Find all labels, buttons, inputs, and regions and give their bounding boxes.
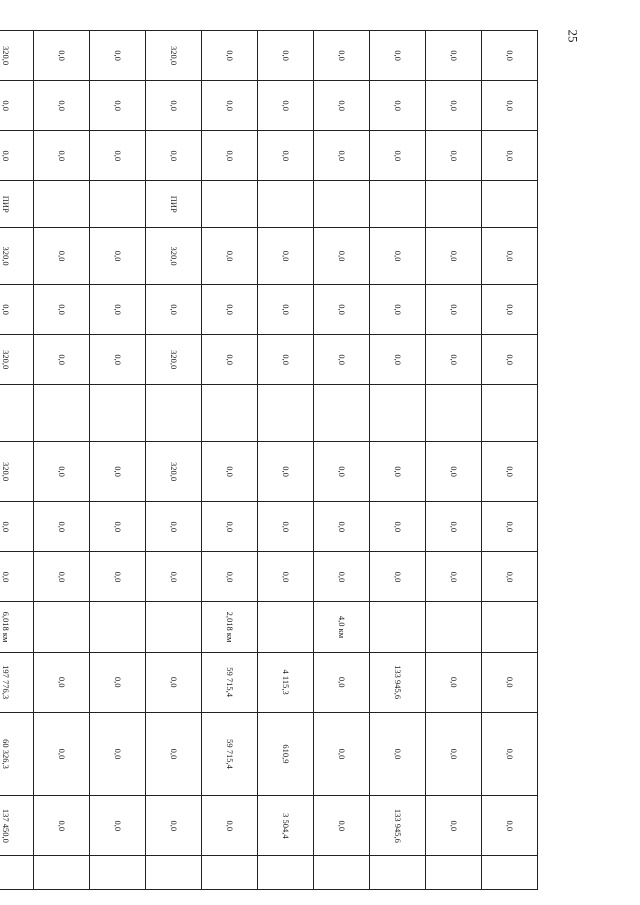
table-cell: 0,0 (34, 131, 90, 181)
table-cell: 0,0 (202, 131, 258, 181)
table-cell: 0,0 (370, 502, 426, 552)
table-cell: 0,0 (90, 31, 146, 81)
table-cell: 320,0 (146, 442, 202, 502)
budget-table (0, 30, 538, 890)
table-cell (90, 602, 146, 652)
table-cell: 133 945,6 (370, 652, 426, 712)
table-field-row-v0 (0, 31, 34, 890)
table-cell: 0,0 (34, 552, 90, 602)
table-cell: 0,0 (370, 552, 426, 602)
table-cell: 0,0 (90, 442, 146, 502)
table-cell (482, 856, 538, 890)
table-cell: 0,0 (90, 712, 146, 796)
table-cell: 3 504,4 (258, 796, 314, 856)
table-cell: 0,0 (314, 284, 370, 334)
table-cell: 0,0 (370, 335, 426, 385)
table-cell: 0,0 (146, 796, 202, 856)
table-cell: 0,0 (258, 81, 314, 131)
table-cell (314, 856, 370, 890)
table-cell: 0,0 (482, 712, 538, 796)
table-cell: 0,0 (426, 712, 482, 796)
table-cell: 0,0 (34, 284, 90, 334)
table-cell: 320,0 (0, 335, 34, 385)
table-cell (34, 856, 90, 890)
table-cell: 610,9 (258, 712, 314, 796)
table-cell: 0,0 (34, 502, 90, 552)
table-cell: 0,0 (482, 796, 538, 856)
table-cell: 0,0 (146, 284, 202, 334)
table-cell (314, 385, 370, 442)
table-cell: 0,0 (370, 81, 426, 131)
table-cell: 0,0 (426, 228, 482, 285)
table-cell: 0,0 (426, 31, 482, 81)
table-cell: 0,0 (34, 335, 90, 385)
table-cell: 0,0 (426, 284, 482, 334)
table-cell: 320,0 (0, 442, 34, 502)
table-cell (202, 385, 258, 442)
table-field-row-v2 (90, 31, 146, 890)
table-cell: 0,0 (314, 502, 370, 552)
table-cell (370, 181, 426, 228)
table-cell: 0,0 (258, 552, 314, 602)
table-cell: 0,0 (482, 228, 538, 285)
table-cell (90, 856, 146, 890)
table-cell: 0,0 (258, 131, 314, 181)
table-cell: 0,0 (370, 712, 426, 796)
table-cell: 0,0 (146, 131, 202, 181)
table-field-row-v4 (202, 31, 258, 890)
table-cell: 0,0 (146, 712, 202, 796)
table-cell (258, 181, 314, 228)
table-cell: 0,0 (202, 31, 258, 81)
table-cell (426, 856, 482, 890)
table-cell: 0,0 (258, 31, 314, 81)
table-cell: 0,0 (314, 131, 370, 181)
table-cell: 0,0 (426, 652, 482, 712)
table-cell: 197 776,3 (0, 652, 34, 712)
page-number: 25 (565, 29, 581, 43)
table-cell: 0,0 (426, 335, 482, 385)
table-cell (202, 181, 258, 228)
table-cell: 0,0 (202, 442, 258, 502)
table-field-row-v8 (426, 31, 482, 890)
table-cell: 320,0 (146, 31, 202, 81)
table-cell: 0,0 (34, 796, 90, 856)
table-cell: 133 945,6 (370, 796, 426, 856)
table-field-row-v9 (482, 31, 538, 890)
table-cell: 0,0 (482, 442, 538, 502)
table-cell: 0,0 (482, 81, 538, 131)
table-cell: 320,0 (146, 228, 202, 285)
table-field-row-v7 (370, 31, 426, 890)
table-cell: 0,0 (202, 81, 258, 131)
table-cell: 4 115,3 (258, 652, 314, 712)
table-cell: 0,0 (370, 131, 426, 181)
table-cell: 0,0 (314, 552, 370, 602)
table-cell: 0,0 (90, 652, 146, 712)
table-cell: 0,0 (34, 712, 90, 796)
table-cell: 0,0 (202, 552, 258, 602)
table-cell: 0,0 (426, 131, 482, 181)
table-cell (258, 385, 314, 442)
table-cell: 0,0 (202, 502, 258, 552)
table-cell: 0,0 (370, 31, 426, 81)
table-cell: 0,0 (482, 335, 538, 385)
table-cell: 0,0 (146, 552, 202, 602)
table-cell: 0,0 (202, 284, 258, 334)
table-cell: 0,0 (482, 31, 538, 81)
table-cell: 0,0 (146, 502, 202, 552)
table-cell (258, 602, 314, 652)
table-cell: 0,0 (482, 502, 538, 552)
table-cell: ПИР (0, 181, 34, 228)
table-cell: 0,0 (90, 131, 146, 181)
table-cell (370, 602, 426, 652)
table-field-row-v6 (314, 31, 370, 890)
table-cell: 0,0 (258, 335, 314, 385)
table-cell: 0,0 (34, 31, 90, 81)
table-cell: 0,0 (258, 228, 314, 285)
table-cell (146, 856, 202, 890)
table-cell: 0,0 (34, 652, 90, 712)
table-cell (258, 856, 314, 890)
table-cell (34, 602, 90, 652)
table-cell: 0,0 (482, 652, 538, 712)
table-cell: ПИР (146, 181, 202, 228)
table-cell: 0,0 (426, 442, 482, 502)
table-cell: 0,0 (90, 81, 146, 131)
table-cell (90, 181, 146, 228)
table-cell (426, 181, 482, 228)
table-cell: 0,0 (314, 652, 370, 712)
table-cell: 0,0 (0, 81, 34, 131)
table-cell: 0,0 (202, 335, 258, 385)
table-cell: 0,0 (314, 712, 370, 796)
table-body (0, 31, 538, 890)
table-cell: 0,0 (34, 228, 90, 285)
table-cell (34, 385, 90, 442)
table-cell: 0,0 (258, 442, 314, 502)
table-cell (202, 856, 258, 890)
table-cell: 0,0 (370, 284, 426, 334)
table-cell: 0,0 (0, 131, 34, 181)
table-cell: 320,0 (146, 335, 202, 385)
table-cell: 60 326,3 (0, 712, 34, 796)
table-cell: 0,0 (482, 552, 538, 602)
table-field-row-v1 (34, 31, 90, 890)
rotated-table (1, 30, 538, 890)
table-cell: 0,0 (258, 502, 314, 552)
table-cell (426, 602, 482, 652)
table-cell: 0,0 (0, 284, 34, 334)
table-cell (482, 602, 538, 652)
table-cell: 0,0 (146, 81, 202, 131)
table-cell: 0,0 (482, 131, 538, 181)
table-cell: 0,0 (146, 652, 202, 712)
table-cell (34, 181, 90, 228)
table-cell (90, 385, 146, 442)
table-cell: 0,0 (0, 502, 34, 552)
table-cell: 137 450,0 (0, 796, 34, 856)
table-field-row-v5 (258, 31, 314, 890)
table-field-row-v3 (146, 31, 202, 890)
table-cell: 0,0 (90, 228, 146, 285)
table-cell (482, 385, 538, 442)
table-cell: 0,0 (482, 284, 538, 334)
table-cell: 0,0 (90, 502, 146, 552)
table-cell: 0,0 (314, 228, 370, 285)
table-cell: 320,0 (0, 31, 34, 81)
table-cell: 0,0 (90, 335, 146, 385)
table-cell: 0,0 (314, 81, 370, 131)
table-cell: 0,0 (314, 335, 370, 385)
table-cell (314, 181, 370, 228)
table-cell: 0,0 (426, 552, 482, 602)
table-cell (426, 385, 482, 442)
table-cell: 0,0 (370, 442, 426, 502)
table-cell: 0,0 (314, 796, 370, 856)
table-cell: 0,0 (314, 442, 370, 502)
table-cell (0, 385, 34, 442)
table-cell: 0,0 (202, 228, 258, 285)
table-cell (146, 602, 202, 652)
table-cell: 0,0 (34, 442, 90, 502)
budget-table-frame (1, 30, 538, 890)
table-cell: 0,0 (258, 284, 314, 334)
table-cell (0, 856, 34, 890)
table-cell: 0,0 (426, 796, 482, 856)
table-cell (370, 856, 426, 890)
table-cell: 0,0 (426, 502, 482, 552)
table-cell: 0,0 (90, 284, 146, 334)
table-cell (370, 385, 426, 442)
table-cell (146, 385, 202, 442)
table-cell (482, 181, 538, 228)
table-cell: 0,0 (370, 228, 426, 285)
table-cell: 0,0 (90, 552, 146, 602)
table-cell: 6,018 км (0, 602, 34, 652)
table-cell: 0,0 (426, 81, 482, 131)
table-cell: 0,0 (0, 552, 34, 602)
table-cell: 59 715,4 (202, 712, 258, 796)
table-cell: 0,0 (202, 796, 258, 856)
table-cell: 59 715,4 (202, 652, 258, 712)
table-cell: 2,018 км (202, 602, 258, 652)
table-cell: 320,0 (0, 228, 34, 285)
table-cell: 4,0 км (314, 602, 370, 652)
table-cell: 0,0 (314, 31, 370, 81)
table-cell: 0,0 (34, 81, 90, 131)
table-cell: 0,0 (90, 796, 146, 856)
